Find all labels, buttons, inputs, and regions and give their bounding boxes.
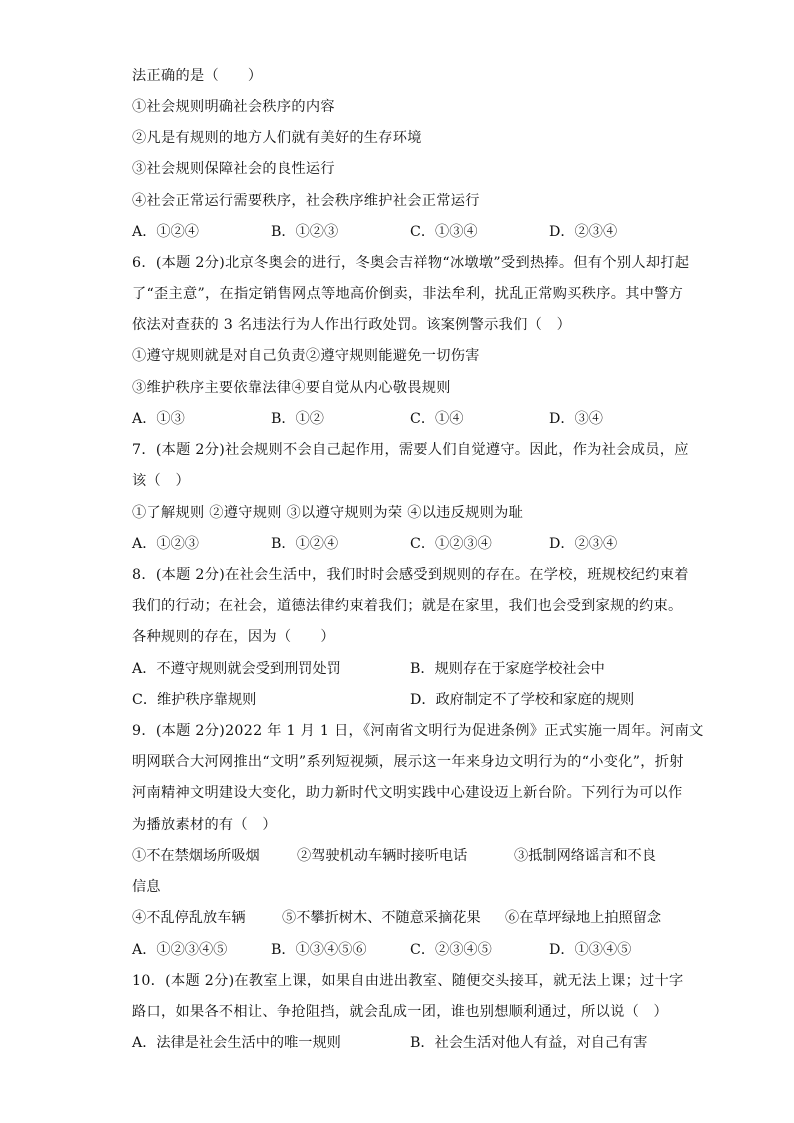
q6-option-a: A．①③ (132, 411, 185, 427)
q7-stem-1: 7．(本题 2分)社会规则不会自己起作用，需要人们自觉遵守。因此，作为社会成员，应 (132, 442, 689, 458)
q9-item-5: ⑤不攀折树木、不随意采摘花果 (282, 910, 481, 926)
q8-option-c: C．维护秩序靠规则 (132, 692, 257, 708)
q8-option-b: B．规则存在于家庭学校社会中 (410, 661, 605, 677)
q8-stem-1: 8．(本题 2分)在社会生活中，我们时时会感受到规则的存在。在学校，班规校纪约束着 (132, 567, 689, 583)
q10-option-a: A．法律是社会生活中的唯一规则 (132, 1035, 341, 1051)
q5-option-d: D．②③④ (549, 224, 618, 240)
q7-option-a: A．①②③ (132, 536, 199, 552)
q9-item-2: ②驾驶机动车辆时接听电话 (297, 848, 468, 864)
q10-stem-1: 10．(本题 2分)在教室上课，如果自由进出教室、随便交头接耳，就无法上课；过十字 (132, 973, 684, 989)
q9-option-c: C．②③④⑤ (410, 942, 492, 958)
q5-option-b: B．①②③ (271, 224, 339, 240)
q6-items-2: ③维护秩序主要依靠法律④要自觉从内心敬畏规则 (132, 380, 451, 396)
q8-stem-2: 我们的行动；在社会，道德法律约束着我们；就是在家里，我们也会受到家规的约束。 (132, 598, 683, 614)
q7-items: ①了解规则 ②遵守规则 ③以遵守规则为荣 ④以违反规则为耻 (132, 505, 524, 521)
q5-option-c: C．①③④ (410, 224, 478, 240)
q5-item-2: ②凡是有规则的地方人们就有美好的生存环境 (132, 130, 422, 146)
q9-item-6: ⑥在草坪绿地上拍照留念 (505, 910, 662, 926)
q6-stem-2: 了“歪主意”，在指定销售网点等地高价倒卖，非法牟利，扰乱正常购买秩序。其中警方 (132, 286, 684, 302)
q5-item-3: ③社会规则保障社会的良性运行 (132, 161, 335, 177)
q9-stem-3: 河南精神文明建设大变化，助力新时代文明实践中心建设迈上新台阶。下列行为可以作 (132, 785, 683, 801)
q9-option-d: D．①③④⑤ (549, 942, 632, 958)
q10-stem-2: 路口，如果各不相让、争抢阻挡，就会乱成一团，谁也别想顺利通过，所以说（ ） (132, 1004, 669, 1020)
q6-option-c: C．①④ (410, 411, 464, 427)
q9-item-3-cont: 信息 (132, 879, 161, 895)
q7-option-d: D．②③④ (549, 536, 618, 552)
q9-stem-2: 明网联合大河网推出“文明”系列短视频，展示这一年来身边文明行为的“小变化”，折射 (132, 754, 684, 770)
q8-option-d: D．政府制定不了学校和家庭的规则 (410, 692, 635, 708)
q9-item-4: ④不乱停乱放车辆 (132, 910, 246, 926)
q5-item-4: ④社会正常运行需要秩序，社会秩序维护社会正常运行 (132, 193, 480, 209)
q6-stem-1: 6．(本题 2分)北京冬奥会的进行，冬奥会吉祥物“冰墩墩”受到热捧。但有个别人却打起 (132, 255, 690, 271)
q6-stem-3: 依法对查获的 3 名违法行为人作出行政处罚。该案例警示我们（ ） (132, 317, 572, 333)
q5-item-1: ①社会规则明确社会秩序的内容 (132, 99, 335, 115)
q9-option-a: A．①②③④⑤ (132, 942, 228, 958)
q9-item-1: ①不在禁烟场所吸烟 (132, 848, 260, 864)
q6-option-b: B．①② (271, 411, 324, 427)
q8-option-a: A．不遵守规则就会受到刑罚处罚 (132, 661, 341, 677)
q9-option-b: B．①③④⑤⑥ (271, 942, 367, 958)
q5-option-a: A．①②④ (132, 224, 199, 240)
q7-option-c: C．①②③④ (410, 536, 492, 552)
q9-item-3: ③抵制网络谣言和不良 (514, 848, 656, 864)
q7-option-b: B．①②④ (271, 536, 339, 552)
q9-stem-4: 为播放素材的有（ ） (132, 817, 277, 833)
q9-stem-1: 9．(本题 2分)2022 年 1 月 1 日，《河南省文明行为促进条例》正式实施一周年。河南文 (132, 723, 704, 739)
q6-option-d: D．③④ (549, 411, 603, 427)
q5-stem-tail: 法正确的是（ ） (132, 68, 263, 84)
q8-stem-3: 各种规则的存在，因为（ ） (132, 629, 335, 645)
q7-stem-2: 该（ ） (132, 473, 190, 489)
q10-option-b: B．社会生活对他人有益，对自己有害 (410, 1035, 648, 1051)
q6-items-1: ①遵守规则就是对自己负责②遵守规则能避免一切伤害 (132, 348, 480, 364)
